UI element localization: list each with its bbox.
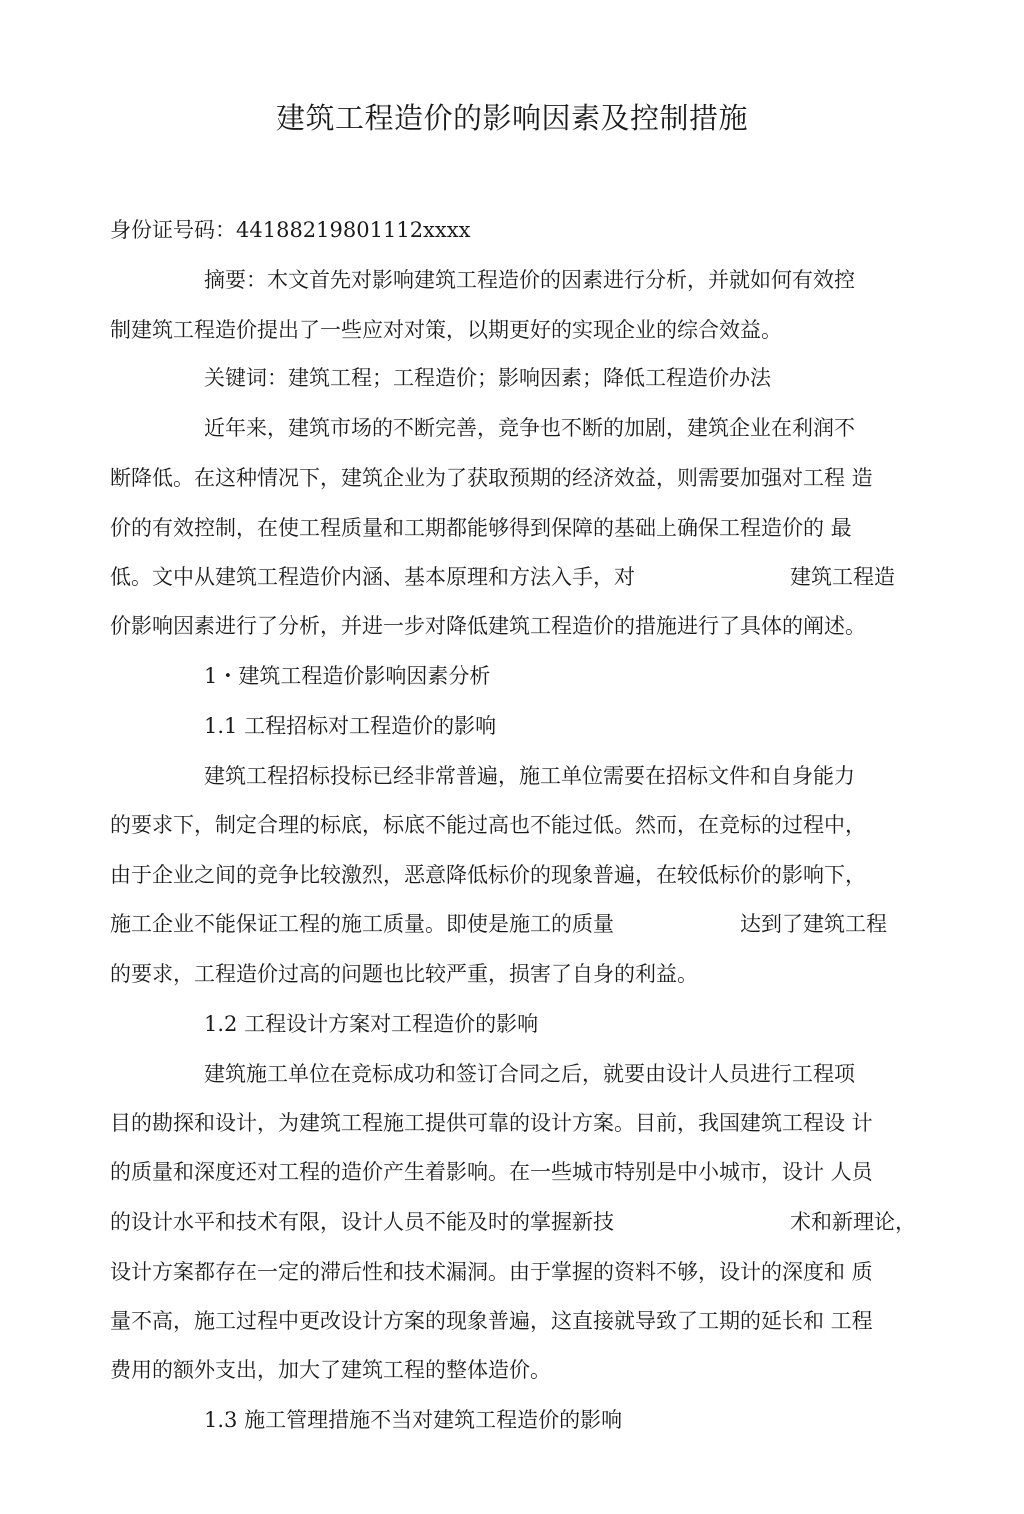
intro-line-2: 断降低。在这种情况下，建筑企业为了获取预期的经济效益，则需要加强对工程 造 xyxy=(110,466,873,490)
para-1-2-line-5: 设计方案都存在一定的滞后性和技术漏洞。由于掌握的资料不够，设计的深度和 质 xyxy=(110,1260,873,1284)
para-1-1-line-4b: 达到了建筑工程 xyxy=(740,912,887,936)
abstract-line-1: 摘要：木文首先对影响建筑工程造价的因素进行分析，并就如何有效控 xyxy=(204,268,855,292)
para-1-1-line-2: 的要求下，制定合理的标底，标底不能过高也不能过低。然而，在竞标的过程中， xyxy=(110,813,866,837)
para-1-2-line-4a: 的设计水平和技术有限，设计人员不能及时的掌握新技 xyxy=(110,1210,614,1234)
para-1-2-line-1: 建筑施工单位在竞标成功和签订合同之后，就要由设计人员进行工程项 xyxy=(204,1062,855,1086)
para-1-2-line-3: 的质量和深度还对工程的造价产生着影响。在一些城市特别是中小城市，设计 人员 xyxy=(110,1160,873,1184)
section-1-heading: 1・建筑工程造价影响因素分析 xyxy=(204,664,491,688)
intro-line-4b: 建筑工程造 xyxy=(790,565,895,589)
para-1-2-line-2: 目的勘探和设计，为建筑工程施工提供可靠的设计方案。目前，我国建筑工程设 计 xyxy=(110,1111,873,1135)
intro-line-4a: 低。文中从建筑工程造价内涵、基本原理和方法入手，对 xyxy=(110,565,635,589)
keywords: 关键词：建筑工程；工程造价；影响因素；降低工程造价办法 xyxy=(204,366,771,390)
para-1-2-line-4b: 术和新理论， xyxy=(790,1210,916,1234)
para-1-2-line-7: 费用的额外支出，加大了建筑工程的整体造价。 xyxy=(110,1358,551,1382)
section-1-3-heading: 1.3 施工管理措施不当对建筑工程造价的影响 xyxy=(204,1408,623,1432)
intro-line-1: 近年来，建筑市场的不断完善，竞争也不断的加剧，建筑企业在利润不 xyxy=(204,416,855,440)
para-1-1-line-4a: 施工企业不能保证工程的施工质量。即使是施工的质量 xyxy=(110,912,614,936)
abstract-line-2: 制建筑工程造价提出了一些应对对策，以期更好的实现企业的综合效益。 xyxy=(110,318,782,342)
para-1-1-line-1: 建筑工程招标投标已经非常普遍，施工单位需要在招标文件和自身能力 xyxy=(204,764,855,788)
para-1-1-line-5: 的要求，工程造价过高的问题也比较严重，损害了自身的利益。 xyxy=(110,962,698,986)
document-title: 建筑工程造价的影响因素及控制措施 xyxy=(275,101,748,135)
para-1-2-line-6: 量不高，施工过程中更改设计方案的现象普遍，这直接就导致了工期的延长和 工程 xyxy=(110,1309,873,1333)
para-1-1-line-3: 由于企业之间的竞争比较激烈，恶意降低标价的现象普遍，在较低标价的影响下， xyxy=(110,863,866,887)
intro-line-5: 价影响因素进行了分析，并进一步对降低建筑工程造价的措施进行了具体的阐述。 xyxy=(110,614,866,638)
section-1-1-heading: 1.1 工程招标对工程造价的影响 xyxy=(204,714,497,738)
intro-line-3: 价的有效控制，在使工程质量和工期都能够得到保障的基础上确保工程造价的 最 xyxy=(110,516,852,540)
section-1-2-heading: 1.2 工程设计方案对工程造价的影响 xyxy=(204,1012,539,1036)
id-number: 身份证号码：44188219801112xxxx xyxy=(110,218,471,242)
